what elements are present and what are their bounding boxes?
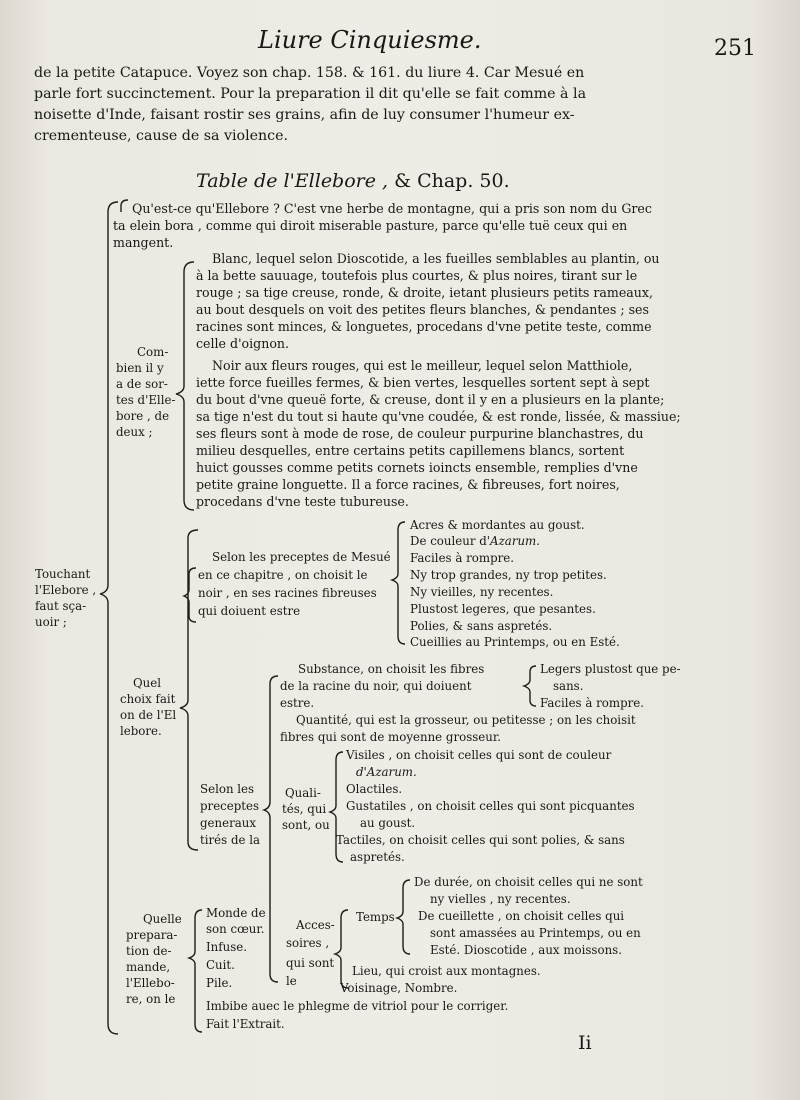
lieu-line: Lieu, qui croist aux montagnes. — [352, 964, 541, 978]
acces-label-4: le — [286, 974, 297, 988]
intro-line-1: de la petite Catapuce. Voyez son chap. 158. & 161. du liure 4. Car Mesué en — [34, 65, 585, 81]
method-3: Infuse. — [206, 940, 248, 954]
intro-line-2: parle fort succinctement. Pour la preparation il dit qu'elle se fait comme à la — [34, 86, 587, 102]
general-label-2: preceptes — [200, 799, 260, 813]
black-line-4: sa tige n'est du tout si haute qu'vne coudée, & est ronde, lissée, & massiue; — [196, 409, 681, 424]
quality-line-2: d'Azarum. — [356, 765, 417, 779]
brace-kinds — [176, 262, 194, 510]
prep-label-2: prepara- — [126, 928, 178, 942]
kinds-label-5: bore , de — [116, 409, 170, 423]
black-line-5: ses fleurs sont à mode de rose, de couleur purpurine blanchastres, du — [196, 426, 644, 441]
substance-item-2: sans. — [553, 679, 584, 693]
mesue-item-8: Cueillies au Printemps, ou en Esté. — [410, 635, 620, 649]
substance-item-1: Legers plustost que pe- — [540, 662, 681, 676]
white-line-1: Blanc, lequel selon Dioscotide, a les fueilles semblables au plantin, ou — [212, 251, 660, 266]
mesue-item-1: Acres & mordantes au goust. — [410, 518, 585, 532]
touchant-label-3: faut sça- — [35, 599, 87, 613]
brace-accessoires — [335, 910, 348, 988]
choice-label-4: lebore. — [120, 724, 162, 738]
kinds-label-6: deux ; — [116, 425, 153, 439]
temps-line-5: Esté. Dioscotide , aux moissons. — [430, 943, 622, 957]
choice-label-3: on de l'El — [120, 708, 177, 722]
black-line-9: procedans d'vne teste tubureuse. — [196, 494, 409, 509]
method-4: Cuit. — [206, 958, 235, 972]
brace-touchant — [100, 202, 118, 1034]
prep-label-4: mande, — [126, 960, 171, 974]
black-line-6: milieu desquelles, entre certains petits capillemens blancs, sortent — [196, 443, 625, 458]
quality-label-3: sont, ou — [282, 818, 330, 832]
kinds-label-1: Com- — [137, 345, 169, 359]
black-line-8: petite graine longuette. Il a force racines, & fibreuses, fort noires, — [196, 477, 620, 492]
touchant-label-2: l'Elebore , — [35, 583, 97, 597]
brace-preparation — [189, 910, 202, 1032]
quality-line-3: Olactiles. — [346, 782, 403, 796]
method-1: Monde de — [206, 906, 266, 920]
imbibe-line: Imbibe auec le phlegme de vitriol pour le corriger. — [206, 999, 509, 1013]
kinds-label-4: tes d'Elle- — [116, 393, 176, 407]
black-line-2: iette force fueilles fermes, & bien vertes, lesquelles sortent sept à sept — [196, 375, 650, 390]
prep-label-5: l'Ellebo- — [126, 976, 175, 990]
extrait-line: Fait l'Extrait. — [206, 1017, 285, 1031]
quantity-line-2: fibres qui sont de moyenne grosseur. — [280, 730, 501, 744]
mesue-item-7: Polies, & sans aspretés. — [410, 619, 553, 633]
table-title-italic: Table de l'Ellebore , — [196, 170, 389, 192]
kinds-label-3: a de sor- — [116, 377, 168, 391]
brace-general — [264, 676, 278, 982]
white-line-2: à la bette sauuage, toutefois plus courtes, & plus noires, tirant sur le — [196, 268, 638, 283]
brace-temps — [397, 880, 410, 954]
page-number: 251 — [714, 36, 756, 61]
mesue-label-3: noir , en ses racines fibreuses — [198, 586, 377, 600]
mesue-label-2: en ce chapitre , on choisit le — [198, 568, 368, 582]
quality-line-1: Visiles , on choisit celles qui sont de couleur — [346, 748, 612, 762]
acces-label-1: Acces- — [296, 918, 335, 932]
black-line-1: Noir aux fleurs rouges, qui est le meilleur, lequel selon Matthiole, — [212, 358, 633, 373]
temps-line-3: De cueillette , on choisit celles qui — [418, 909, 625, 923]
brace-qualities — [330, 752, 343, 862]
substance-line-1: Substance, on choisit les fibres — [298, 662, 485, 676]
quality-label-1: Quali- — [285, 786, 321, 800]
quality-line-5: au goust. — [360, 816, 416, 830]
what-line-1: Qu'est-ce qu'Ellebore ? C'est vne herbe de montagne, qui a pris son nom du Grec — [132, 201, 652, 216]
mesue-item-3: Faciles à rompre. — [410, 551, 514, 565]
touchant-label-4: uoir ; — [35, 615, 67, 629]
brace-substance-items — [524, 666, 536, 706]
prep-label-3: tion de- — [126, 944, 172, 958]
substance-line-3: estre. — [280, 696, 315, 710]
mesue-item-6: Plustost legeres, que pesantes. — [410, 602, 596, 616]
quality-label-2: tés, qui — [282, 802, 327, 816]
white-line-4: au bout desquels on voit des petites fleurs blanches, & pendantes ; ses — [196, 302, 649, 317]
voisinage-line: Voisinage, Nombre. — [340, 981, 458, 995]
quantity-line-1: Quantité, qui est la grosseur, ou petitesse ; on les choisit — [296, 713, 636, 727]
temps-line-2: ny vielles , ny recentes. — [430, 892, 571, 906]
mesue-item-4: Ny trop grandes, ny trop petites. — [410, 568, 607, 582]
intro-line-3: noisette d'Inde, faisant rostir ses grains, afin de luy consumer l'humeur ex- — [34, 107, 575, 123]
general-label-3: generaux — [200, 816, 257, 830]
general-label-4: tirés de la — [200, 833, 261, 847]
substance-item-3: Faciles à rompre. — [540, 696, 644, 710]
white-line-3: rouge ; sa tige creuse, ronde, & droite, ietant plusieurs petits rameaux, — [196, 285, 654, 300]
temps-line-4: sont amassées au Printemps, ou en — [430, 926, 641, 940]
mesue-item-2-text: De couleur d' — [410, 534, 491, 548]
acces-label-3: qui sont — [286, 956, 335, 970]
substance-line-2: de la racine du noir, qui doiuent — [280, 679, 472, 693]
prep-label-6: re, on le — [126, 992, 176, 1006]
intro-line-4: crementeuse, cause de sa violence. — [34, 128, 289, 144]
signature-mark: Ii — [578, 1032, 592, 1054]
table-title-roman: & Chap. 50. — [394, 170, 510, 192]
method-5: Pile. — [206, 976, 233, 990]
quality-line-6: Tactiles, on choisit celles qui sont polies, & sans — [336, 833, 625, 847]
mesue-label-4: qui doiuent estre — [198, 604, 301, 618]
brace-what — [121, 200, 128, 212]
mesue-item-2-azarum: Azarum. — [490, 534, 540, 548]
general-label-1: Selon les — [200, 782, 255, 796]
choice-label-2: choix fait — [120, 692, 176, 706]
what-line-3: mangent. — [113, 235, 174, 250]
black-line-3: du bout d'vne queuë forte, & creuse, dont il y en a plusieurs en la plante; — [196, 392, 665, 407]
brace-mesue — [184, 568, 196, 622]
quality-line-7: aspretés. — [350, 850, 405, 864]
temps-line-1: De durée, on choisit celles qui ne sont — [414, 875, 643, 889]
mesue-item-5: Ny vieilles, ny recentes. — [410, 585, 554, 599]
temps-label: Temps — [356, 910, 395, 924]
mesue-label-1: Selon les preceptes de Mesué — [212, 550, 391, 564]
choice-label-1: Quel — [133, 676, 162, 690]
method-2: son cœur. — [206, 922, 265, 936]
prep-label-1: Quelle — [143, 912, 182, 926]
touchant-label-1: Touchant — [35, 567, 91, 581]
white-line-6: celle d'oignon. — [196, 336, 290, 351]
running-title: Liure Cinquiesme. — [258, 26, 482, 54]
quality-line-4: Gustatiles , on choisit celles qui sont picquantes — [346, 799, 635, 813]
white-line-5: racines sont minces, & longuetes, procedans d'vne petite teste, comme — [196, 319, 652, 334]
black-line-7: huict gousses comme petits cornets ioincts ensemble, remplies d'vne — [196, 460, 638, 475]
what-line-2: ta elein bora , comme qui diroit miserable pasture, parce qu'elle tuë ceux qui en — [113, 218, 628, 233]
brace-mesue-items — [392, 522, 405, 644]
acces-label-2: soires , — [286, 936, 330, 950]
kinds-label-2: bien il y — [116, 361, 164, 375]
